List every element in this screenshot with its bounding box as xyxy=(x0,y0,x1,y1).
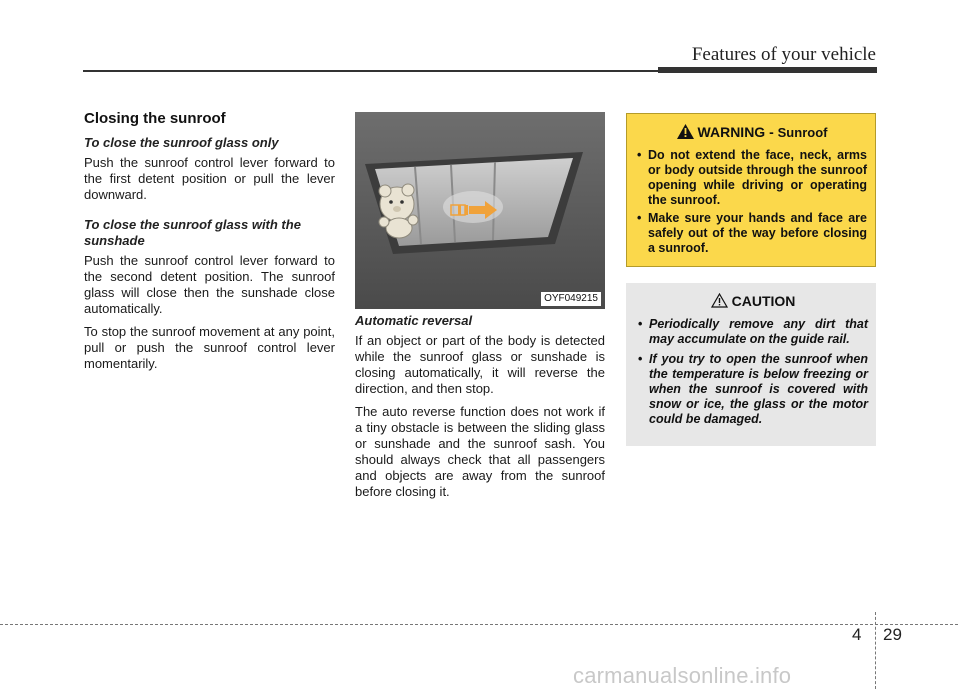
subheading-glass-sunshade: To close the sunroof glass with the sunshade xyxy=(84,217,301,248)
figure-code: OYF049215 xyxy=(541,292,601,306)
sunroof-illustration xyxy=(355,112,605,309)
chapter-number: 4 xyxy=(852,625,862,644)
paragraph-reversal: If an object or part of the body is detected while the sunroof glass or sunshade is closing automatically, it will reverse the direction, and then stop. xyxy=(355,333,605,396)
subheading-glass-only: To close the sunroof glass only xyxy=(84,135,279,150)
watermark: carmanualsonline.info xyxy=(573,663,792,688)
left-column xyxy=(84,110,335,379)
warning-title xyxy=(637,124,867,144)
warning-list xyxy=(637,148,867,256)
warning-item: • Make sure your hands and face are safely out of the way before closing a sunroof. xyxy=(637,211,867,256)
warning-item: • Do not extend the face, neck, arms or body outside through the sunroof opening while driving or operating the sunroof. xyxy=(637,148,867,208)
warning-subtitle: Sunroof xyxy=(777,125,828,140)
warning-box xyxy=(626,113,876,267)
footer-divider xyxy=(875,612,877,689)
caution-title xyxy=(638,293,868,313)
paragraph-glass-sunshade: Push the sunroof control lever forward to the second detent position. The sunroof glass will close then the sunshade close automatically. xyxy=(84,253,335,316)
subheading-automatic-reversal: Automatic reversal xyxy=(355,313,473,328)
header-rule-accent xyxy=(658,67,877,73)
paragraph-reversal-limit: The auto reverse function does not work if a tiny obstacle is between the sliding glass or sunshade and the sunroof sash. You should always check that all passengers and objects are away from the sunroof before closing it. xyxy=(355,404,605,499)
caution-list xyxy=(638,317,868,427)
warning-label: WARNING - xyxy=(697,124,778,140)
caution-triangle-icon xyxy=(711,293,728,311)
section-title: Closing the sunroof xyxy=(84,110,226,127)
paragraph-glass-only: Push the sunroof control lever forward to the first detent position or pull the lever downward. xyxy=(84,155,335,202)
header-title: Features of your vehicle xyxy=(691,44,876,65)
caution-item: • If you try to open the sunroof when the temperature is below freezing or when the sunroof is covered with snow or ice, the glass or the motor could be damaged. xyxy=(638,352,868,427)
sunroof-photo xyxy=(355,112,605,309)
caution-item: • Periodically remove any dirt that may accumulate on the guide rail. xyxy=(638,317,868,347)
warning-triangle-icon xyxy=(677,124,694,142)
middle-column xyxy=(355,313,605,507)
paragraph-stop: To stop the sunroof movement at any point, pull or push the sunroof control lever momentarily. xyxy=(84,324,335,371)
page-number: 29 xyxy=(883,625,902,644)
caution-box xyxy=(626,283,876,446)
caution-label: CAUTION xyxy=(731,293,796,309)
footer-rule xyxy=(0,624,958,625)
